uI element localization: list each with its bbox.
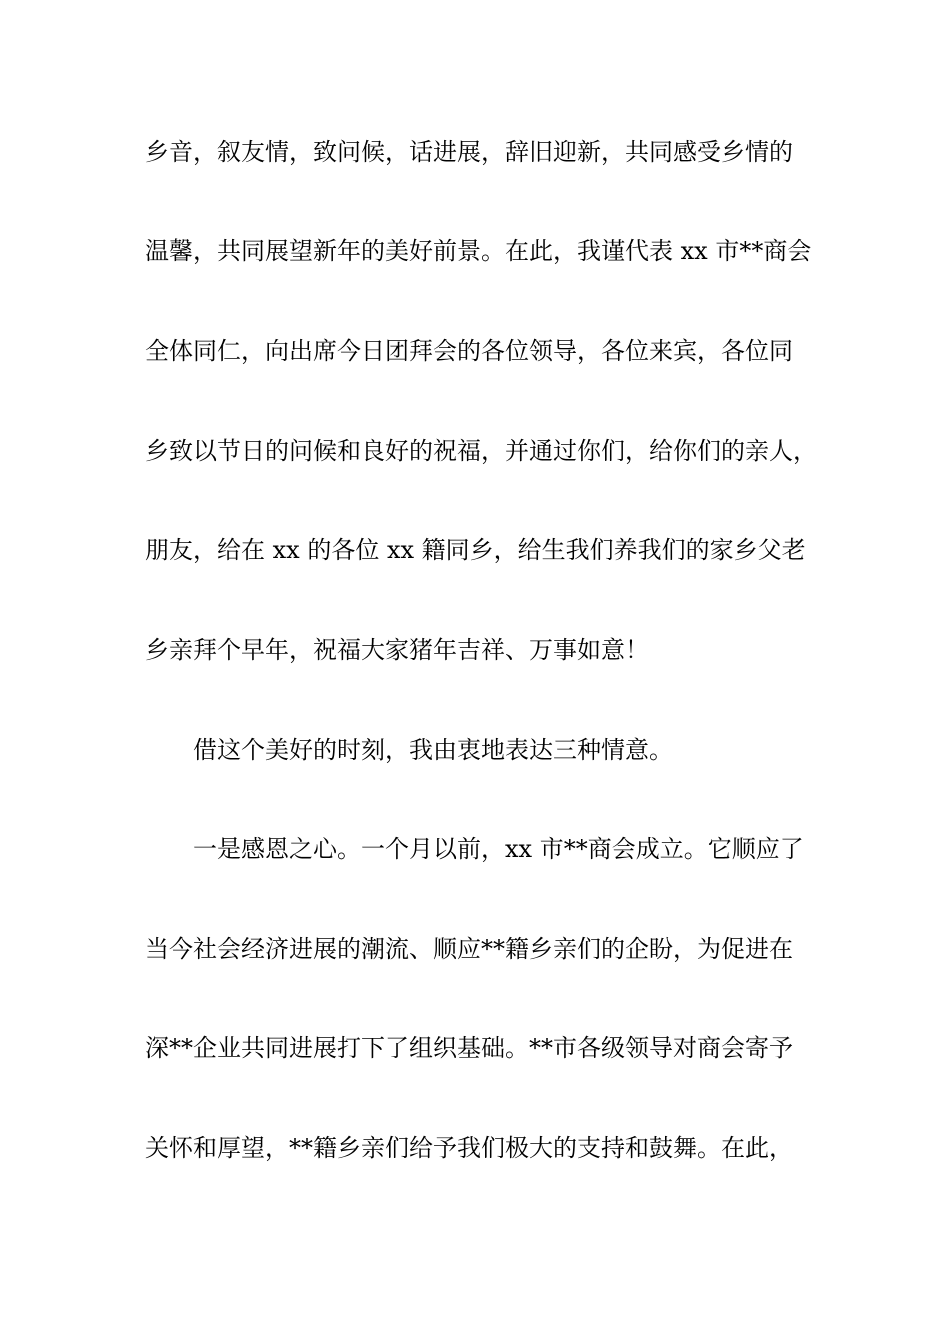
text-line: 温馨，共同展望新年的美好前景。在此，我谨代表 xx 市**商会 [145, 237, 812, 265]
text-line: 全体同仁，向出席今日团拜会的各位领导，各位来宾，各位同 [145, 337, 793, 365]
text-line: 当今社会经济进展的潮流、顺应**籍乡亲们的企盼，为促进在 [145, 935, 793, 963]
text-line: 朋友，给在 xx 的各位 xx 籍同乡，给生我们养我们的家乡父老 [145, 536, 806, 564]
text-line: 乡音，叙友情，致问候，话进展，辞旧迎新，共同感受乡情的 [145, 138, 793, 166]
text-line: 深**企业共同进展打下了组织基础。**市各级领导对商会寄予 [145, 1034, 793, 1062]
text-line: 乡致以节日的问候和良好的祝福，并通过你们，给你们的亲人， [145, 437, 817, 465]
text-line: 关怀和厚望，**籍乡亲们给予我们极大的支持和鼓舞。在此， [145, 1134, 793, 1162]
text-line: 乡亲拜个早年，祝福大家猪年吉祥、万事如意！ [145, 636, 649, 664]
paragraph-first-line: 借这个美好的时刻，我由衷地表达三种情意。 [193, 736, 673, 764]
paragraph-first-line: 一是感恩之心。一个月以前，xx 市**商会成立。它顺应了 [193, 835, 804, 863]
